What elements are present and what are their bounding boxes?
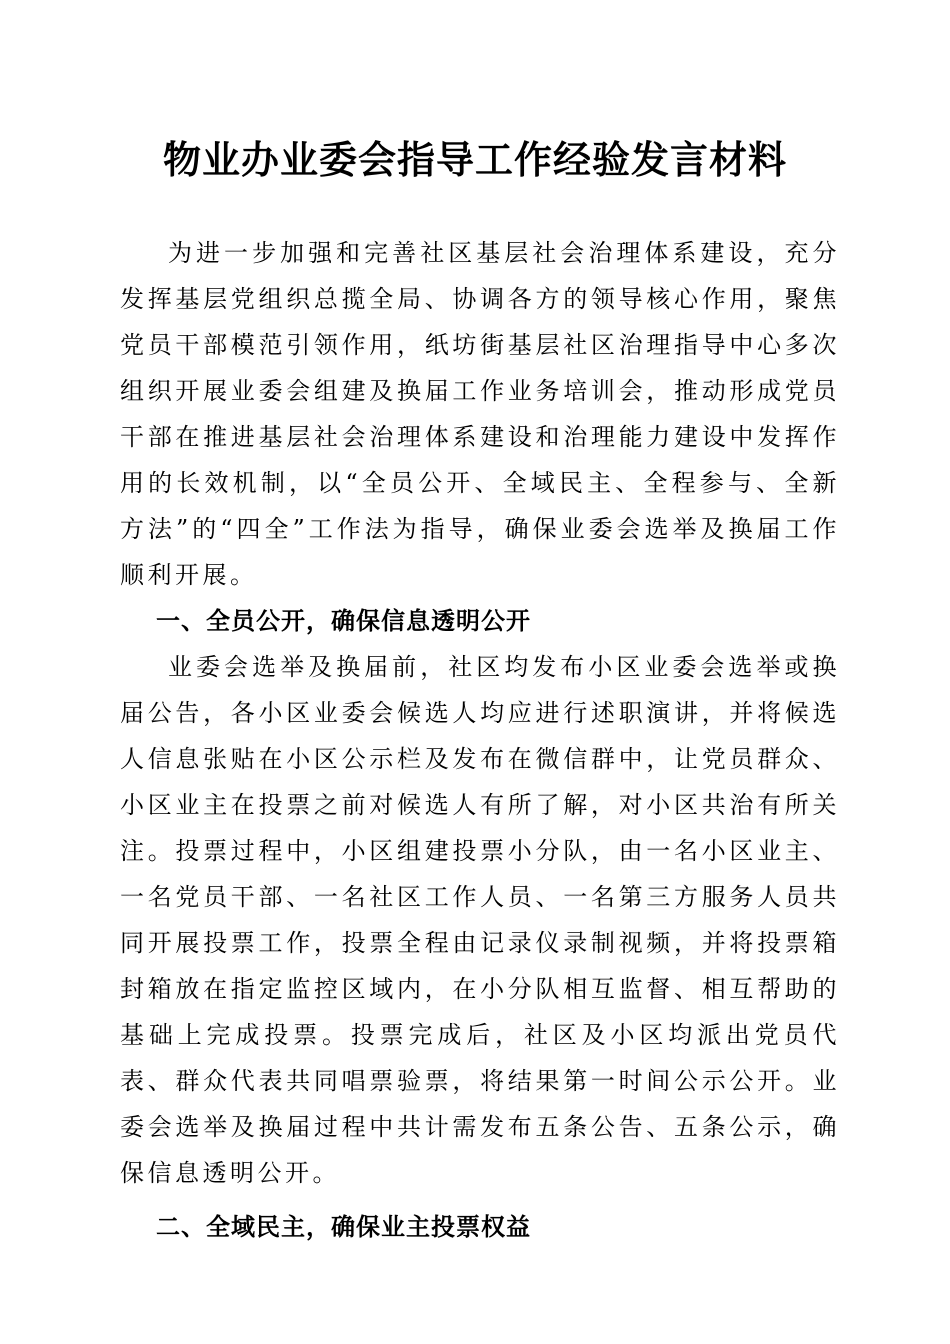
intro-paragraph: 为进一步加强和完善社区基层社会治理体系建设，充分发挥基层党组织总揽全局、协调各方的领导核心作用，聚焦党员干部模范引领作用，纸坊街基层社区治理指导中心多次组织开展业委会组建及换届工作业务培训会，推动形成党员干部在推进基层社会治理体系建设和治理能力建设中发挥作用的长效机制，以“全员公开、全域民主、全程参与、全新方法”的“四全”工作法为指导，确保业委会选举及换届工作顺利开展。 xyxy=(120,239,840,589)
section-heading-1: 一、全员公开，确保信息透明公开 xyxy=(156,607,531,635)
section-heading-2: 二、全域民主，确保业主投票权益 xyxy=(156,1213,531,1241)
document-body xyxy=(120,230,840,1250)
section-paragraph-1: 业委会选举及换届前，社区均发布小区业委会选举或换届公告，各小区业委会候选人均应进行述职演讲，并将候选人信息张贴在小区公示栏及发布在微信群中，让党员群众、小区业主在投票之前对候选人有所了解，对小区共治有所关注。投票过程中，小区组建投票小分队，由一名小区业主、一名党员干部、一名社区工作人员、一名第三方服务人员共同开展投票工作，投票全程由记录仪录制视频，并将投票箱封箱放在指定监控区域内，在小分队相互监督、相互帮助的基础上完成投票。投票完成后，社区及小区均派出党员代表、群众代表共同唱票验票，将结果第一时间公示公开。业委会选举及换届过程中共计需发布五条公告、五条公示，确保信息透明公开。 xyxy=(120,653,840,1187)
document-title: 物业办业委会指导工作经验发言材料 xyxy=(162,137,787,182)
